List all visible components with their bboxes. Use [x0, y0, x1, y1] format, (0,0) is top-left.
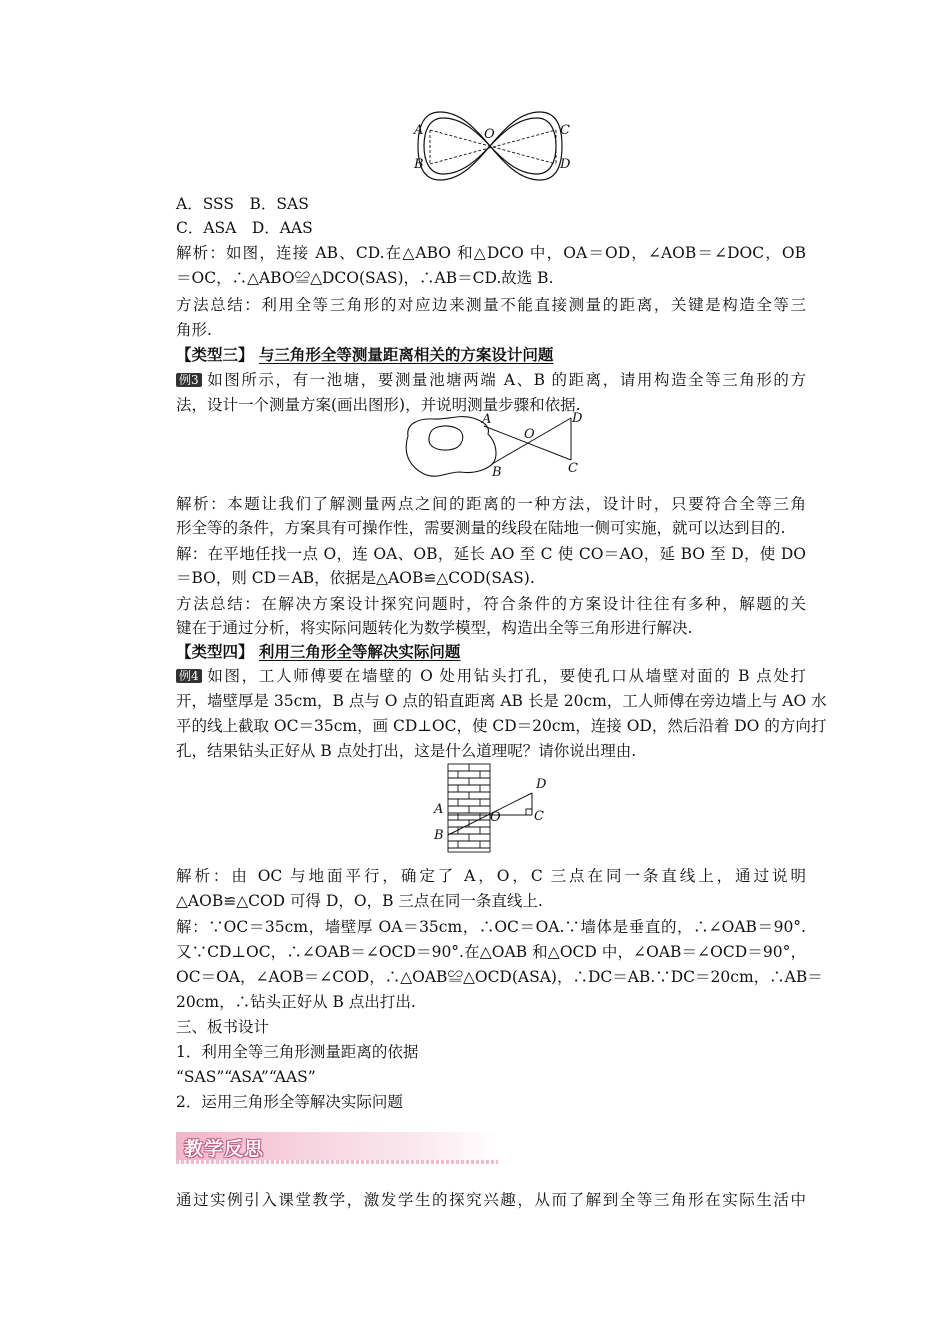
- option-line-1: A．SSS B．SAS: [176, 195, 309, 213]
- label-C: C: [560, 123, 570, 138]
- figure-eight-diagram: [410, 108, 580, 184]
- summary3-line-2: 键在于通过分析，将实际问题转化为数学模型，构造出全等三角形进行解决.: [176, 619, 693, 637]
- solution4-line-4: 20cm，∴钻头正好从 B 点出打出.: [176, 993, 416, 1011]
- label-C: C: [568, 461, 578, 476]
- label-D: D: [560, 157, 571, 172]
- label-A: A: [414, 123, 424, 138]
- reflection-banner: [176, 1132, 498, 1164]
- example4-line-3: 平的线上截取 OC＝35cm，画 CD⊥OC，使 CD＝20cm，连接 OD，然后沿着 DO 的方向打: [176, 717, 827, 735]
- label-A: A: [434, 802, 444, 817]
- label-A: A: [482, 412, 492, 427]
- type3-bracket: 【类型三】: [176, 345, 254, 364]
- example4-line-4: 孔，结果钻头正好从 B 点处打出，这是什么道理呢？请你说出理由.: [176, 742, 637, 760]
- type4-heading: [176, 640, 460, 664]
- label-C: C: [534, 809, 544, 824]
- right-angle-mark: [526, 809, 532, 815]
- type4-title: 利用三角形全等解决实际问题: [258, 642, 461, 661]
- summary1-line-2: 角形.: [176, 321, 212, 339]
- type3-title: 与三角形全等测量距离相关的方案设计问题: [258, 345, 554, 364]
- label-B: B: [434, 828, 444, 843]
- board-item-2: 2．运用三角形全等解决实际问题: [176, 1093, 403, 1111]
- brick-wall-diagram: [430, 760, 560, 856]
- example3-line-2: 法，设计一个测量方案(画出图形)，并说明测量步骤和依据.: [176, 396, 581, 414]
- board-heading: 三、板书设计: [176, 1018, 270, 1036]
- example4-text-1: 如图，工人师傅要在墙壁的 O 处用钻头打孔，要使孔口从墙壁对面的 B 点处打: [205, 667, 806, 685]
- label-D: D: [572, 411, 583, 426]
- type4-bracket: 【类型四】: [176, 642, 254, 661]
- example3-line-1: [176, 368, 806, 392]
- solution4-line-3: OC＝OA，∠AOB＝∠COD，∴△OAB≌△OCD(ASA)，∴DC＝AB.∵DC＝20cm，∴AB＝: [176, 968, 823, 986]
- pond-diagram: [398, 410, 598, 482]
- label-O: O: [490, 810, 501, 825]
- solution4-line-1: 解：∵OC＝35cm，墙壁厚 OA＝35cm，∴OC＝OA.∵墙体是垂直的，∴∠OAB＝90°.: [176, 918, 806, 936]
- label-O: O: [524, 427, 535, 442]
- option-line-2: C．ASA D．AAS: [176, 219, 313, 237]
- label-D: D: [536, 777, 547, 792]
- example3-text-1: 如图所示，有一池塘，要测量池塘两端 A、B 的距离，请用构造全等三角形的方: [205, 371, 806, 389]
- reflection-line-1: 通过实例引入课堂教学，激发学生的探究兴趣，从而了解到全等三角形在实际生活中: [176, 1191, 806, 1209]
- label-B: B: [414, 157, 424, 172]
- solution3-line-1: 解：在平地任找一点 O，连 OA、OB，延长 AO 至 C 使 CO＝AO，延 BO 至 D，使 DO: [176, 545, 806, 563]
- reflection-banner-title: 教学反思: [184, 1138, 265, 1160]
- summary1-line-1: 方法总结：利用全等三角形的对应边来测量不能直接测量的距离，关键是构造全等三: [176, 296, 806, 314]
- analysis1-line-1: 解析：如图，连接 AB、CD.在△ABO 和△DCO 中，OA＝OD，∠AOB＝∠DOC，OB: [176, 244, 806, 262]
- banner-dotted-underline: [176, 1160, 498, 1164]
- analysis4-line-2: △AOB≌△COD 可得 D，O，B 三点在同一条直线上.: [176, 892, 543, 910]
- example4-line-1: [176, 664, 806, 688]
- analysis1-line-2: ＝OC，∴△ABO≌△DCO(SAS)，∴AB＝CD.故选 B.: [176, 269, 554, 287]
- type3-heading: [176, 343, 553, 367]
- label-O: O: [484, 127, 495, 142]
- solution3-line-2: ＝BO，则 CD＝AB，依据是△AOB≌△COD(SAS).: [176, 569, 535, 587]
- summary3-line-1: 方法总结：在解决方案设计探究问题时，符合条件的方案设计往往有多种，解题的关: [176, 595, 806, 613]
- board-item-1-sub: “SAS”“ASA”“AAS”: [176, 1068, 316, 1086]
- analysis3-line-2: 形全等的条件，方案具有可操作性，需要测量的线段在陆地一侧可实施，就可以达到目的.: [176, 519, 786, 537]
- island-outline: [429, 426, 463, 450]
- label-B: B: [492, 465, 502, 480]
- board-item-1: 1．利用全等三角形测量距离的依据: [176, 1043, 419, 1061]
- analysis3-line-1: 解析：本题让我们了解测量两点之间的距离的一种方法，设计时，只要符合全等三角: [176, 495, 806, 513]
- example3-tag: 例3: [176, 373, 202, 387]
- analysis4-line-1: 解析：由 OC 与地面平行，确定了 A，O，C 三点在同一条直线上，通过说明: [176, 867, 806, 885]
- brick-wall: [448, 764, 490, 852]
- solution4-line-2: 又∵CD⊥OC，∴∠OAB＝∠OCD＝90°.在△OAB 和△OCD 中，∠OAB＝∠OCD＝90°，: [176, 943, 806, 961]
- example4-line-2: 开，墙壁厚是 35cm，B 点与 O 点的铅直距离 AB 长是 20cm，工人师傅在旁边墙上与 AO 水: [176, 692, 827, 710]
- example4-tag: 例4: [176, 669, 202, 683]
